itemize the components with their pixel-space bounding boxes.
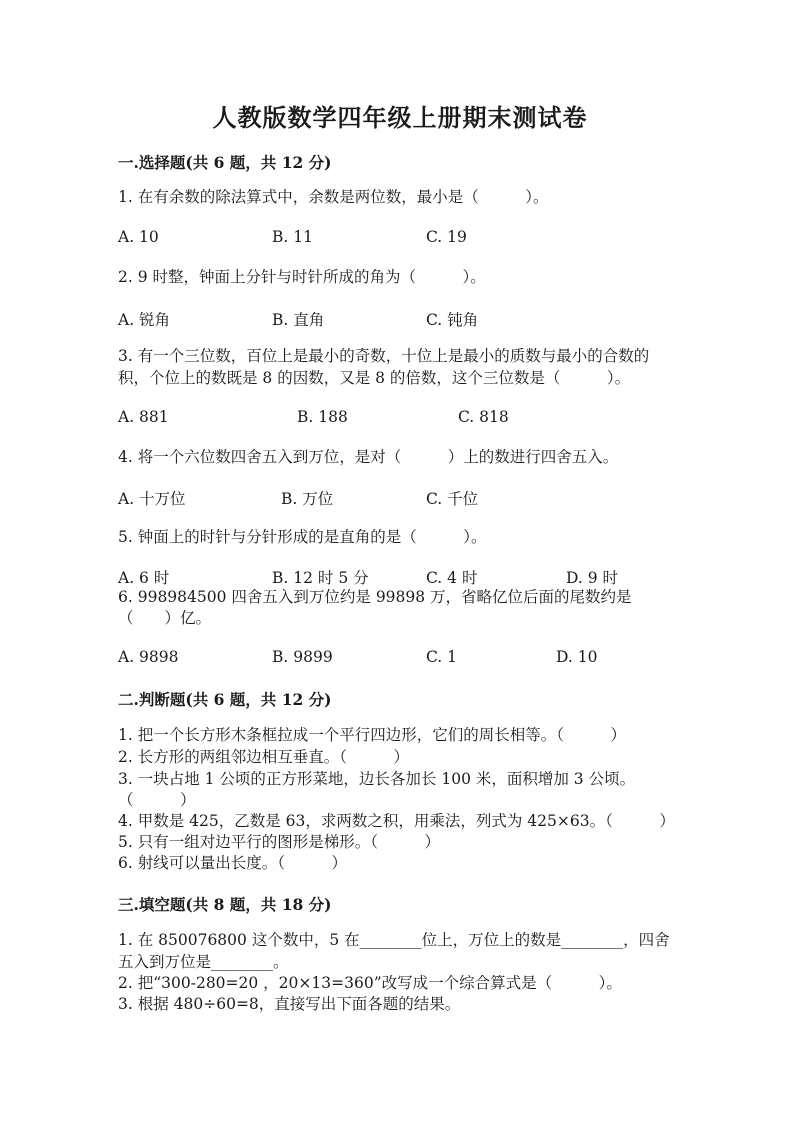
judgment-item: 1. 把一个长方形木条框拉成一个平行四边形，它们的周长相等。（ ） <box>118 726 626 744</box>
question-text-line2: （ ）亿。 <box>118 609 212 627</box>
judgment-item: 5. 只有一组对边平行的图形是梯形。（ ） <box>118 833 440 851</box>
fill-item: 2. 把“300-280=20 ，20×13=360”改写成一个综合算式是（ ）。 <box>118 974 622 992</box>
option-d: D. 10 <box>556 648 598 666</box>
option-b: B. 9899 <box>272 648 333 666</box>
option-d: D. 9 时 <box>566 569 619 587</box>
section-heading-judgment: 二.判断题(共 6 题，共 12 分) <box>118 690 332 709</box>
option-a: A. 6 时 <box>118 569 170 587</box>
question-text: 1. 在有余数的除法算式中，余数是两位数，最小是（ ）。 <box>118 188 549 206</box>
question-text: 2. 9 时整，钟面上分针与时针所成的角为（ ）。 <box>118 268 486 286</box>
option-c: C. 1 <box>426 648 458 666</box>
option-c: C. 4 时 <box>426 569 478 587</box>
option-a: A. 十万位 <box>118 490 186 508</box>
question-text-line1: 3. 有一个三位数，百位上是最小的奇数，十位上是最小的质数与最小的合数的 <box>118 347 650 365</box>
fill-item: 1. 在 850076800 这个数中，5 在________位上，万位上的数是________，四舍 <box>118 931 670 949</box>
judgment-item: 4. 甲数是 425，乙数是 63，求两数之积，用乘法，列式为 425×63。（ ） <box>118 812 675 830</box>
option-b: B. 万位 <box>281 490 334 508</box>
page-title: 人教版数学四年级上册期末测试卷 <box>212 103 588 132</box>
judgment-item: 3. 一块占地 1 公顷的正方形菜地，边长各加长 100 米，面积增加 3 公顷。 <box>118 770 636 788</box>
option-c: C. 钝角 <box>426 311 479 329</box>
option-a: A. 锐角 <box>118 311 171 329</box>
section-heading-fill: 三.填空题(共 8 题，共 18 分) <box>118 895 332 914</box>
fill-item: 3. 根据 480÷60=8，直接写出下面各题的结果。 <box>118 995 461 1013</box>
section-heading-choice: 一.选择题(共 6 题，共 12 分) <box>118 153 332 172</box>
judgment-item: 6. 射线可以量出长度。（ ） <box>118 854 347 872</box>
option-b: B. 直角 <box>272 311 325 329</box>
question-text: 5. 钟面上的时针与分针形成的是直角的是（ ）。 <box>118 528 487 546</box>
option-c: C. 千位 <box>426 490 479 508</box>
question-text-line1: 6. 998984500 四舍五入到万位约是 99898 万，省略亿位后面的尾数约是 <box>118 588 632 606</box>
option-a: A. 10 <box>118 228 159 246</box>
fill-item-continued: 五入到万位是________。 <box>118 953 289 971</box>
option-c: C. 818 <box>458 408 509 426</box>
option-a: A. 881 <box>118 408 169 426</box>
judgment-item-continued: （ ） <box>118 791 196 809</box>
option-a: A. 9898 <box>118 648 179 666</box>
question-text-line2: 积，个位上的数既是 8 的因数，又是 8 的倍数，这个三位数是（ ）。 <box>118 369 631 387</box>
option-c: C. 19 <box>426 228 467 246</box>
question-text: 4. 将一个六位数四舍五入到万位，是对（ ）上的数进行四舍五入。 <box>118 448 619 466</box>
judgment-item: 2. 长方形的两组邻边相互垂直。（ ） <box>118 748 409 766</box>
option-b: B. 12 时 5 分 <box>272 569 369 587</box>
option-b: B. 188 <box>297 408 348 426</box>
option-b: B. 11 <box>272 228 313 246</box>
